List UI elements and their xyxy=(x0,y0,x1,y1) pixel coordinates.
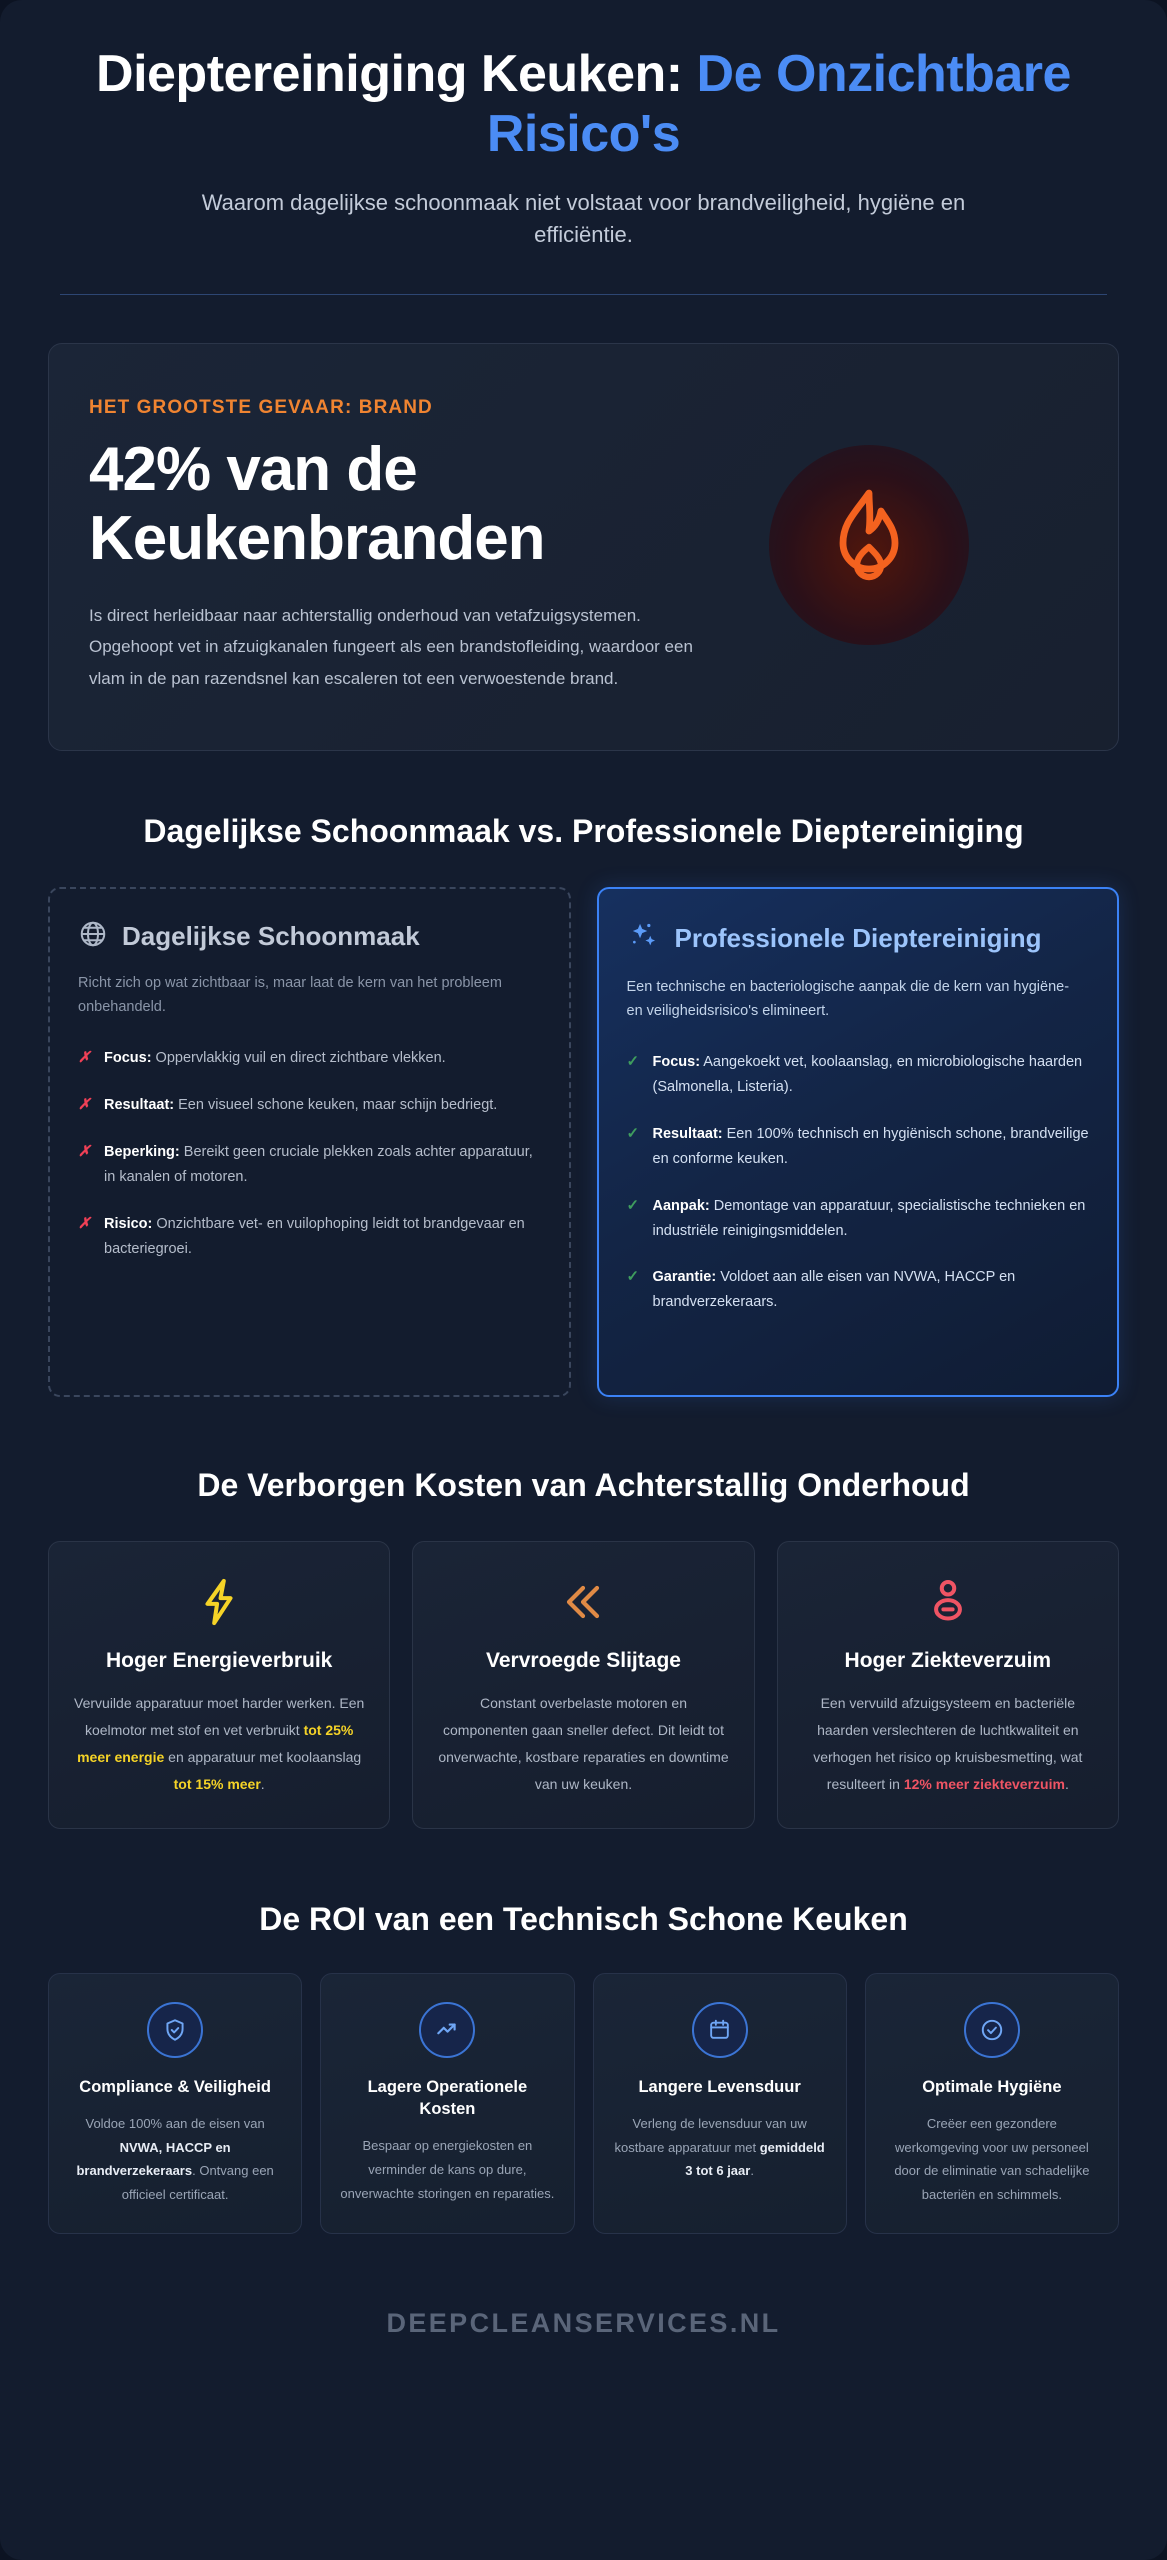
compare-basic-header xyxy=(78,919,541,954)
list-item-text: Risico: Onzichtbare vet- en vuilophoping leidt tot brandgevaar en bacteriegroei. xyxy=(104,1215,525,1257)
page-subtitle: Waarom dagelijkse schoonmaak niet volstaat voor brandveiligheid, hygiëne en efficiëntie. xyxy=(201,189,966,247)
check-icon: ✓ xyxy=(626,1268,640,1286)
list-item-text: Resultaat: Een visueel schone keuken, maar schijn bedriegt. xyxy=(104,1096,498,1113)
roi-card xyxy=(48,1973,302,2234)
lightning-bolt-icon xyxy=(73,1574,365,1630)
roi-card xyxy=(320,1973,574,2234)
compare-basic-lead: Richt zich op wat zichtbaar is, maar laat de kern van het probleem onbehandeld. xyxy=(78,975,502,1015)
check-icon: ✓ xyxy=(626,1052,640,1070)
list-item-text: Resultaat: Een 100% technisch en hygiënisch schone, brandveilige en conforme keuken. xyxy=(652,1125,1089,1167)
danger-body: Is direct herleidbaar naar achterstallig onderhoud van vetafzuigsystemen. Opgehoopt vet in afzuigkanalen fungeert als een brandstofleiding, waardoor een vlam in de pan razendsnel kan escaleren tot een verwoestende brand. xyxy=(89,605,693,688)
flame-circle xyxy=(769,445,969,645)
check-icon: ✓ xyxy=(626,1124,640,1142)
danger-text-block xyxy=(89,397,749,694)
danger-stat: 42% van de Keukenbranden xyxy=(89,434,545,574)
compare-basic-list xyxy=(78,1046,541,1262)
cost-card-title: Hoger Energieverbruik xyxy=(105,1648,333,1672)
list-item-text: Beperking: Bereikt geen cruciale plekken zoals achter apparatuur, in kanalen of motoren. xyxy=(104,1143,533,1185)
roi-card xyxy=(593,1973,847,2234)
trending-down-icon xyxy=(419,2002,475,2058)
flame-icon-holder xyxy=(749,445,989,645)
highlight-value: tot 25% meer energie xyxy=(77,1722,354,1766)
cost-card xyxy=(412,1541,754,1829)
cross-icon: ✗ xyxy=(78,1095,91,1113)
list-item xyxy=(78,1093,541,1118)
cost-card-body: Een vervuild afzuigsysteem en bacteriële haarden verslechteren de luchtkwaliteit en verhogen het risico op kruisbesmetting, wat resulteert in 12% meer ziekteverzuim. xyxy=(813,1695,1083,1793)
cost-card-title: Vervroegde Slijtage xyxy=(486,1648,681,1672)
list-item xyxy=(78,1212,541,1262)
page-title xyxy=(90,44,1077,165)
highlight-value: NVWA, HACCP en brandverzekeraars xyxy=(76,2139,231,2179)
compare-pro-title: Professionele Dieptereiniging xyxy=(674,922,1042,953)
compare-card-pro xyxy=(597,887,1120,1397)
list-item xyxy=(78,1046,541,1071)
roi-section xyxy=(0,1941,1167,2234)
person-sick-icon xyxy=(802,1574,1094,1630)
roi-card-body: Voldoe 100% aan de eisen van NVWA, HACCP en brandverzekeraars. Ontvang een officieel certificaat. xyxy=(76,2116,274,2202)
flame-icon xyxy=(817,487,921,604)
roi-card-body: Creëer een gezondere werkomgeving voor uw personeel door de eliminatie van schadelijke bacteriën en schimmels. xyxy=(894,2116,1090,2202)
cost-card xyxy=(48,1541,390,1829)
compare-pro-list xyxy=(627,1050,1090,1316)
roi-card-body: Bespaar op energiekosten en verminder de kans op dure, onverwachte storingen en reparaties. xyxy=(340,2138,555,2201)
list-item-text: Garantie: Voldoet aan alle eisen van NVWA, HACCP en brandverzekeraars. xyxy=(652,1269,1016,1311)
header xyxy=(0,0,1167,250)
costs-section xyxy=(0,1507,1167,1829)
highlight-value: gemiddeld 3 tot 6 jaar xyxy=(685,2139,825,2179)
list-item-text: Focus: Aangekoekt vet, koolaanslag, en microbiologische haarden (Salmonella, Listeria). xyxy=(652,1053,1083,1095)
compare-heading: Dagelijkse Schoonmaak vs. Professionele Dieptereiniging xyxy=(143,813,1024,850)
compare-basic-title: Dagelijkse Schoonmaak xyxy=(122,920,420,951)
footer-brand: DEEPCLEANSERVICES.NL xyxy=(386,2307,781,2338)
check-circle-icon xyxy=(964,2002,1020,2058)
cost-card xyxy=(777,1541,1119,1829)
danger-kicker: HET GROOTSTE GEVAAR: BRAND xyxy=(89,396,433,418)
compare-section xyxy=(0,853,1167,1397)
danger-card xyxy=(48,343,1119,751)
check-icon: ✓ xyxy=(626,1196,640,1214)
cross-icon: ✗ xyxy=(78,1214,91,1232)
list-item xyxy=(627,1122,1090,1172)
roi-card-title: Lagere Operationele Kosten xyxy=(367,2077,528,2118)
calendar-icon xyxy=(692,2002,748,2058)
highlight-value: 12% meer ziekteverzuim xyxy=(903,1776,1065,1793)
list-item-text: Focus: Oppervlakkig vuil en direct zichtbare vlekken. xyxy=(104,1049,446,1066)
rewind-chevrons-icon xyxy=(437,1574,729,1630)
list-item xyxy=(627,1050,1090,1100)
roi-card-title: Langere Levensduur xyxy=(638,2077,801,2096)
roi-card xyxy=(865,1973,1119,2234)
list-item xyxy=(627,1194,1090,1244)
cross-icon: ✗ xyxy=(78,1048,91,1066)
cost-card-body: Constant overbelaste motoren en componenten gaan sneller defect. Dit leidt tot onverwachte, kostbare reparaties en downtime van uw keuken. xyxy=(438,1695,729,1793)
page-title-main: Dieptereiniging Keuken: xyxy=(96,45,697,103)
cost-card-title: Hoger Ziekteverzuim xyxy=(844,1648,1052,1672)
highlight-value: tot 15% meer xyxy=(173,1776,261,1793)
list-item xyxy=(78,1140,541,1190)
roi-card-body: Verleng de levensduur van uw kostbare apparatuur met gemiddeld 3 tot 6 jaar. xyxy=(614,2116,825,2179)
page-title-accent: De Onzichtbare Risico's xyxy=(486,45,1071,164)
cross-icon: ✗ xyxy=(78,1142,91,1160)
roi-card-title: Optimale Hygiëne xyxy=(922,2077,1062,2096)
list-item xyxy=(627,1265,1090,1315)
cost-card-body: Vervuilde apparatuur moet harder werken. Een koelmotor met stof en vet verbruikt tot 25% meer energie en apparatuur met koolaanslag tot 15% meer. xyxy=(74,1695,365,1793)
globe-icon xyxy=(78,919,108,954)
compare-pro-header xyxy=(627,919,1090,958)
sparkles-icon xyxy=(627,919,661,958)
shield-check-icon xyxy=(147,2002,203,2058)
compare-card-basic xyxy=(48,887,571,1397)
roi-heading: De ROI van een Technisch Schone Keuken xyxy=(259,1900,908,1937)
list-item-text: Aanpak: Demontage van apparatuur, specialistische technieken en industriële reinigingsmiddelen. xyxy=(652,1197,1086,1239)
roi-card-title: Compliance & Veiligheid xyxy=(79,2077,271,2096)
danger-section xyxy=(0,295,1167,751)
compare-pro-lead: Een technische en bacteriologische aanpak die de kern van hygiëne- en veiligheidsrisico's elimineert. xyxy=(626,979,1070,1019)
costs-heading: De Verborgen Kosten van Achterstallig Onderhoud xyxy=(197,1467,970,1503)
